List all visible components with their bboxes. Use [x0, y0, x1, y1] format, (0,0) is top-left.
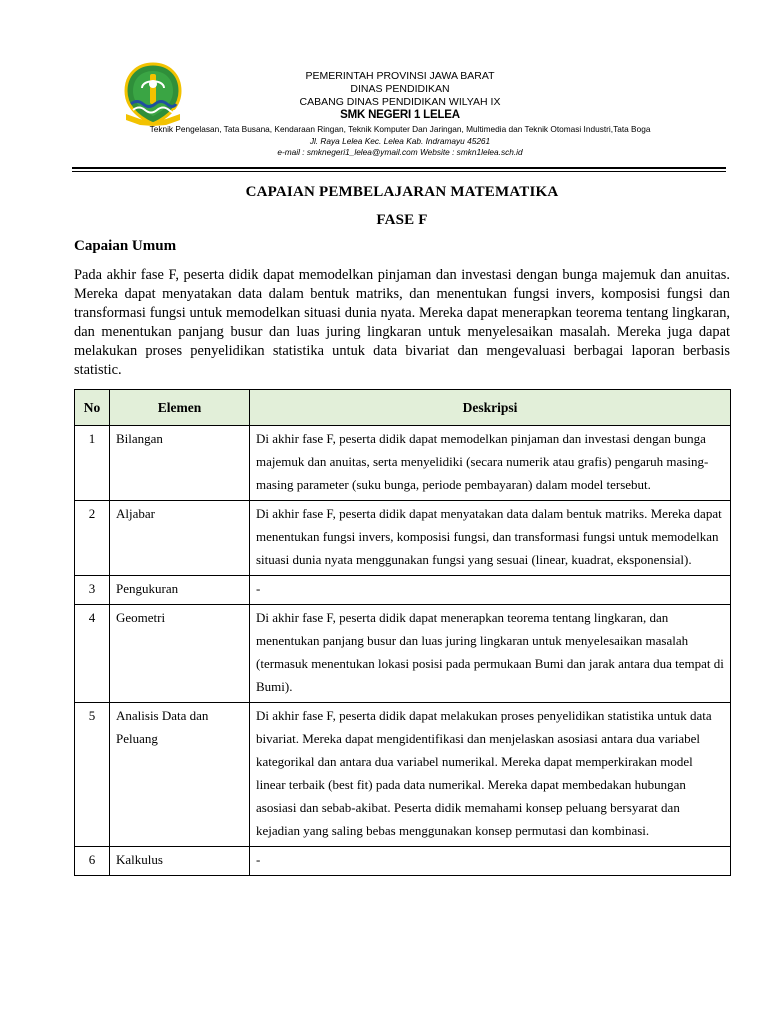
row-element: Bilangan — [110, 426, 250, 501]
row-element: Kalkulus — [110, 847, 250, 876]
table-row — [75, 703, 731, 847]
header-description: Deskripsi — [250, 390, 731, 426]
row-number: 6 — [75, 847, 110, 876]
row-number: 1 — [75, 426, 110, 501]
letterhead-address: Jl. Raya Lelea Kec. Lelea Kab. Indramayu 45261 — [309, 136, 491, 146]
letterhead-branch: CABANG DINAS PENDIDIKAN WILYAH IX — [299, 96, 501, 108]
row-description: - — [250, 576, 731, 605]
table-row — [75, 576, 731, 605]
letterhead-contact: e-mail : smknegeri1_lelea@ymail.com Website : smkn1lelea.sch.id — [277, 147, 523, 157]
section-heading: Capaian Umum — [74, 238, 177, 254]
general-achievement-paragraph: Pada akhir fase F, peserta didik dapat memodelkan pinjaman dan investasi dengan bunga majemuk dan anuitas. Mereka dapat menyatakan data dalam bentuk matriks, dan menentukan fungsi invers, komposisi fungsi dan transformasi fungsi untuk memodelkan situasi dunia nyata. Mereka dapat menerapkan teorema tentang lingkaran, dan menentukan panjang busur dan luas juring lingkaran untuk menyelesaikan masalah. Mereka juga dapat melakukan proses penyelidikan statistika untuk data bivariat dan mengevaluasi berbagai laporan berbasis statistic. — [74, 267, 730, 378]
row-number: 3 — [75, 576, 110, 605]
row-description: Di akhir fase F, peserta didik dapat melakukan proses penyelidikan statistika untuk data bivariat. Mereka dapat mengidentifikasi dan menjelaskan asosiasi antara dua variabel kategorikal dan antara dua variabel numerikal. Mereka dapat memperkirakan model linear terbaik (best fit) pada data numerikal. Mereka dapat membedakan hubungan asosiasi dan sebab-akibat. Peserta didik memahami konsep peluang bersyarat dan kejadian yang saling bebas menggunakan konsep permutasi dan kombinasi. — [250, 703, 731, 847]
row-description: - — [250, 847, 731, 876]
header-no: No — [75, 390, 110, 426]
table-row — [75, 605, 731, 703]
table-row — [75, 501, 731, 576]
document-phase: FASE F — [376, 212, 428, 228]
letterhead-school-name: SMK NEGERI 1 LELEA — [340, 109, 460, 121]
row-element: Pengukuran — [110, 576, 250, 605]
letterhead-main — [200, 70, 600, 122]
table-header-row — [75, 390, 731, 426]
row-description: Di akhir fase F, peserta didik dapat menyatakan data dalam bentuk matriks. Mereka dapat menentukan fungsi invers, komposisi fungsi, dan transformasi fungsi untuk memodelkan situasi dunia nyata menggunakan fungsi yang sesuai (linear, kuadrat, eksponensial). — [250, 501, 731, 576]
jawa-barat-emblem-icon — [122, 62, 184, 126]
row-element: Aljabar — [110, 501, 250, 576]
row-element: Analisis Data dan Peluang — [110, 703, 250, 847]
table-row — [75, 426, 731, 501]
row-number: 5 — [75, 703, 110, 847]
letterhead-divider-thick — [72, 167, 726, 169]
letterhead-agency: DINAS PENDIDIKAN — [350, 83, 450, 95]
learning-outcomes-table — [74, 389, 731, 876]
letterhead-programs: Teknik Pengelasan, Tata Busana, Kendaraan Ringan, Teknik Komputer Dan Jaringan, Multimedia dan Teknik Otomasi Industri,Tata Boga — [149, 124, 651, 134]
row-element: Geometri — [110, 605, 250, 703]
header-element: Elemen — [110, 390, 250, 426]
document-title: CAPAIAN PEMBELAJARAN MATEMATIKA — [245, 184, 559, 200]
letterhead-province: PEMERINTAH PROVINSI JAWA BARAT — [305, 70, 495, 82]
row-description: Di akhir fase F, peserta didik dapat memodelkan pinjaman dan investasi dengan bunga majemuk dan anuitas, serta menyelidiki (secara numerik atau grafis) pengaruh masing-masing parameter (suku bunga, periode pembayaran) dalam model tersebut. — [250, 426, 731, 501]
row-description: Di akhir fase F, peserta didik dapat menerapkan teorema tentang lingkaran, dan menentukan panjang busur dan luas juring lingkaran untuk menyelesaikan masalah (termasuk menentukan lokasi posisi pada permukaan Bumi dan jarak antara dua tempat di Bumi). — [250, 605, 731, 703]
row-number: 4 — [75, 605, 110, 703]
table-row — [75, 847, 731, 876]
row-number: 2 — [75, 501, 110, 576]
letterhead-divider-thin — [72, 171, 726, 172]
